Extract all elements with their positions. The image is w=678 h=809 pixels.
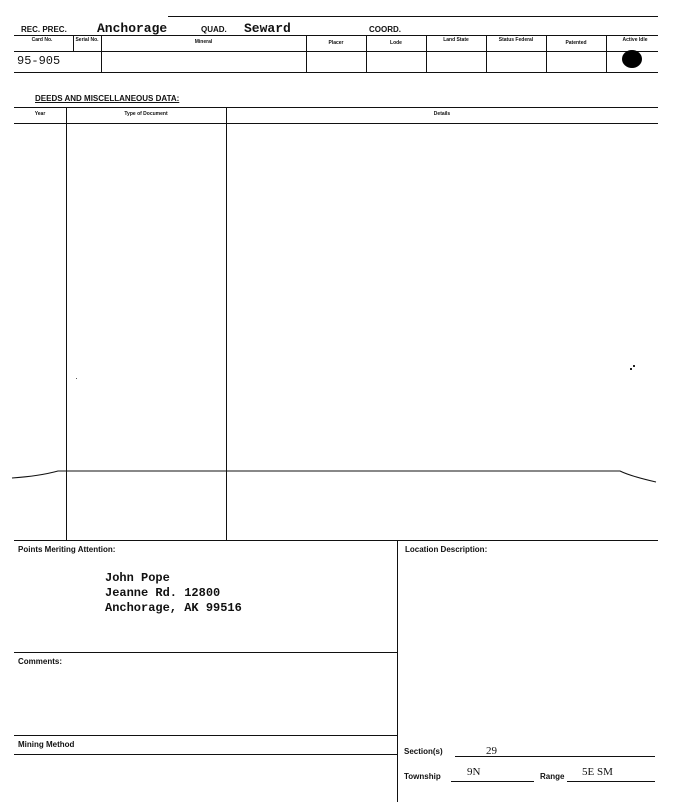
points-label: Points Meriting Attention:: [18, 545, 116, 554]
header-top-rule: [168, 16, 658, 17]
address-line-2: Jeanne Rd. 12800: [105, 586, 221, 600]
deeds-col-details: Details: [433, 111, 451, 117]
lower-center-divider: [397, 540, 398, 802]
col-lode: Lode: [390, 40, 402, 46]
address-block: [105, 571, 242, 616]
claim-col-div-6: [486, 35, 487, 72]
active-idle-mark: [622, 50, 642, 68]
mining-top: [14, 735, 397, 736]
page-fold-line: [0, 460, 678, 490]
col-placer: Placer: [328, 40, 344, 46]
township-value: 9N: [467, 766, 481, 778]
comments-label: Comments:: [18, 657, 63, 666]
deeds-col-type: Type of Document: [124, 111, 168, 117]
section-underline: [455, 756, 655, 757]
col-mineral: Mineral: [194, 39, 213, 45]
range-label: Range: [540, 772, 565, 781]
rec-prec-value: Anchorage: [97, 21, 168, 36]
range-underline: [567, 781, 655, 782]
claim-table-bottom: [14, 72, 658, 73]
address-line-3: Anchorage, AK 99516: [105, 601, 242, 615]
deeds-header-top: [14, 107, 658, 108]
location-label: Location Description:: [405, 545, 488, 554]
claim-col-div-5: [426, 35, 427, 72]
deeds-heading: DEEDS AND MISCELLANEOUS DATA:: [35, 94, 180, 103]
deeds-header-bottom: [14, 123, 658, 124]
comments-top: [14, 652, 397, 653]
deeds-col-year: Year: [34, 111, 46, 117]
address-line-1: John Pope: [105, 571, 170, 585]
township-label: Township: [404, 772, 441, 781]
card-number: 95-905: [17, 54, 61, 68]
speck: [76, 378, 77, 379]
quad-value: Seward: [244, 21, 291, 36]
section-value: 29: [486, 745, 497, 757]
col-card-no: Card No.: [31, 37, 53, 43]
township-underline: [451, 781, 534, 782]
claim-col-div-8: [606, 35, 607, 72]
col-status-federal: Status Federal: [498, 37, 534, 43]
col-serial-no: Serial No.: [75, 37, 99, 43]
coord-label: COORD.: [369, 25, 401, 34]
speck: [630, 368, 632, 370]
section-label: Section(s): [404, 747, 443, 756]
col-active-idle: Active Idle: [622, 37, 648, 43]
speck: [633, 365, 635, 367]
rec-prec-label: REC. PREC.: [21, 25, 67, 34]
col-patented: Patented: [565, 40, 587, 46]
lower-section-top: [14, 540, 658, 541]
range-value: 5E SM: [582, 766, 613, 778]
col-land-state: Land State: [443, 37, 469, 43]
claim-table-top: [14, 35, 658, 36]
claim-table-header-bottom: [14, 51, 658, 52]
mining-label: Mining Method: [18, 740, 75, 749]
quad-label: QUAD.: [201, 25, 227, 34]
mining-bottom: [14, 754, 397, 755]
